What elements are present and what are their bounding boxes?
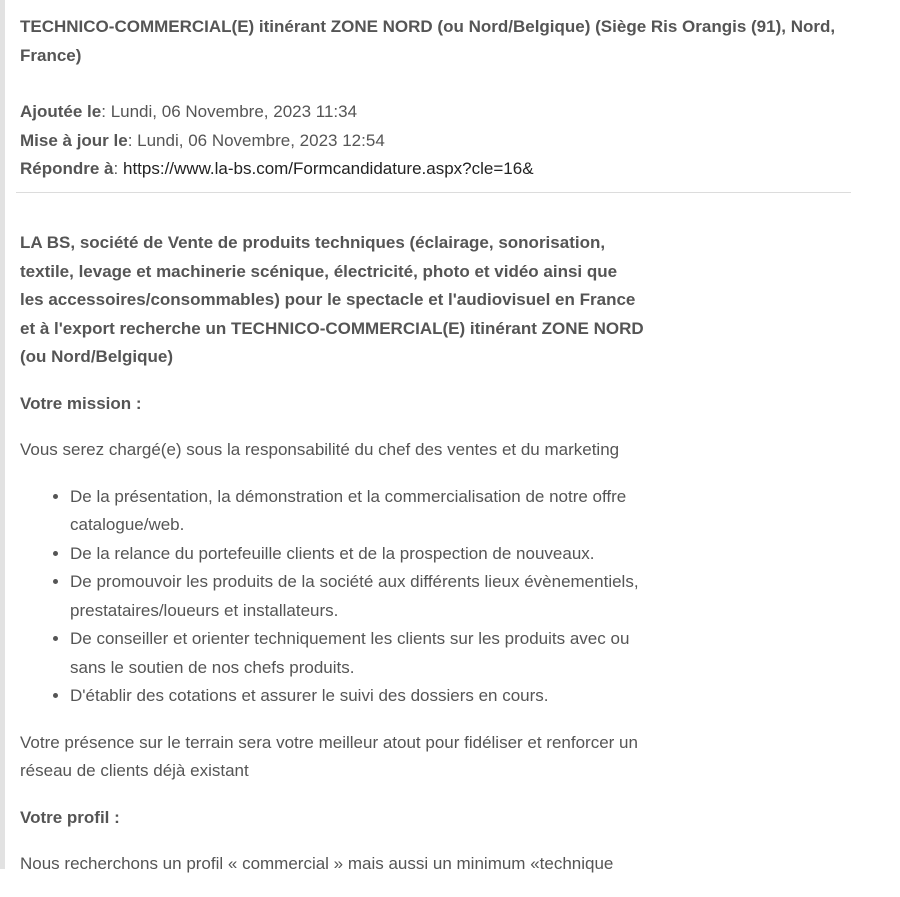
reply-separator: : bbox=[113, 159, 123, 178]
profile-heading: Votre profil : bbox=[20, 807, 120, 827]
mission-item: • De promouvoir les produits de la société aux différents lieux évènementiels, prestataires/loueurs et installateurs. bbox=[70, 568, 645, 625]
mission-item: • De la relance du portefeuille clients et de la prospection de nouveaux. bbox=[70, 540, 645, 569]
job-title: TECHNICO-COMMERCIAL(E) itinérant ZONE NORD (ou Nord/Belgique) (Siège Ris Orangis (91), Nord, France) bbox=[20, 17, 836, 65]
divider bbox=[16, 192, 851, 193]
presence-paragraph: Votre présence sur le terrain sera votre meilleur atout pour fidéliser et renforcer un réseau de clients déjà existant bbox=[20, 732, 638, 780]
mission-list bbox=[20, 483, 645, 711]
added-row bbox=[20, 98, 852, 127]
mission-item: • De conseiller et orienter techniquement les clients sur les produits avec ou sans le soutien de nos chefs produits. bbox=[70, 625, 645, 682]
updated-value: : Lundi, 06 Novembre, 2023 12:54 bbox=[127, 130, 385, 150]
job-description bbox=[20, 229, 645, 897]
job-header bbox=[20, 12, 852, 184]
reply-url-link[interactable]: https://www.la-bs.com/Formcandidature.aspx?cle=16& bbox=[122, 159, 534, 178]
profile-lead: Nous recherchons un profil « commercial » mais aussi un minimum «technique bbox=[20, 854, 614, 873]
mission-item: • De la présentation, la démonstration et la commercialisation de notre offre catalogue/web. bbox=[70, 483, 645, 540]
reply-label: Répondre à bbox=[20, 159, 114, 178]
intro-paragraph: LA BS, société de Vente de produits techniques (éclairage, sonorisation, textile, levage et machinerie scénique, électricité, photo et vidéo ainsi que les accessoires/consommables) pour le spectacle et l'audiovisuel en France et à l'export recherche un TECHNICO-COMMERCIAL(E) itinérant ZONE NORD (ou Nord/Belgique) bbox=[20, 233, 644, 366]
updated-label: Mise à jour le bbox=[20, 130, 128, 150]
mission-item: • D'établir des cotations et assurer le suivi des dossiers en cours. bbox=[70, 682, 645, 711]
mission-heading: Votre mission : bbox=[20, 393, 142, 413]
reply-row bbox=[20, 155, 852, 184]
updated-row bbox=[20, 127, 852, 156]
added-label: Ajoutée le bbox=[20, 102, 102, 121]
job-meta bbox=[20, 98, 852, 184]
added-value: : Lundi, 06 Novembre, 2023 11:34 bbox=[101, 102, 358, 121]
left-border bbox=[0, 0, 5, 869]
mission-lead: Vous serez chargé(e) sous la responsabilité du chef des ventes et du marketing bbox=[20, 440, 620, 459]
